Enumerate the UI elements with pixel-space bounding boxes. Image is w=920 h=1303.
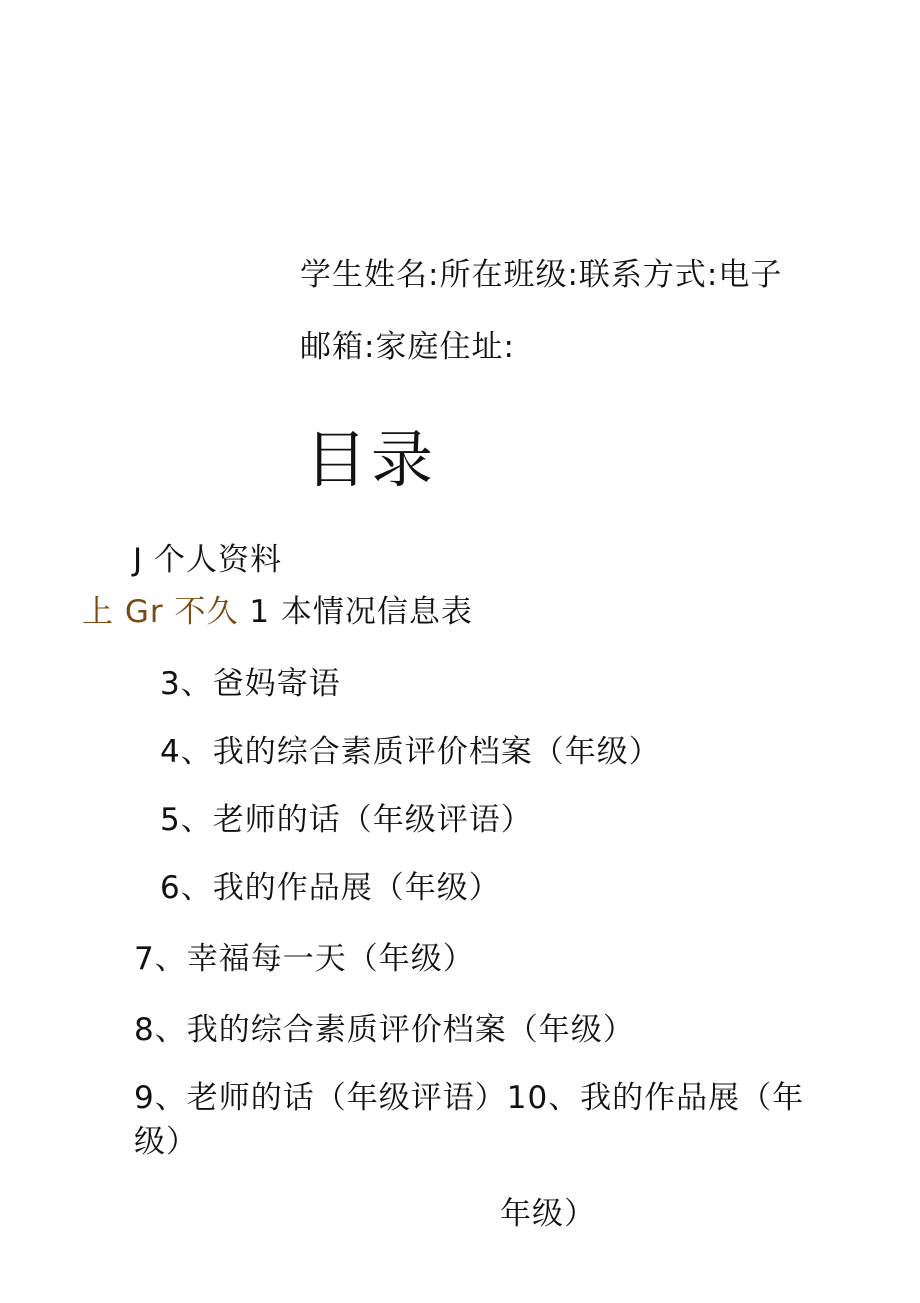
toc-title: 目录 <box>305 423 438 496</box>
toc-item-9-line-2: 级） <box>134 1124 198 1160</box>
toc-item-8: 8、我的综合素质评价档案（年级） <box>134 1012 635 1048</box>
student-info-line-1: 学生姓名:所在班级:联系方式:电子 <box>300 257 783 293</box>
toc-item-2-text: 1 本情况信息表 <box>238 594 473 630</box>
toc-item-5: 5、老师的话（年级评语） <box>160 802 533 838</box>
toc-item-9-line-1: 9、老师的话（年级评语）10、我的作品展（年 <box>134 1080 805 1116</box>
toc-item-1: J 个人资料 <box>133 542 282 578</box>
trailing-fragment: 年级） <box>500 1196 596 1232</box>
toc-item-4: 4、我的综合素质评价档案（年级） <box>160 734 661 770</box>
toc-item-7: 7、幸福每一天（年级） <box>134 941 475 977</box>
toc-item-2-prefix: 上 Gr 不久 <box>82 594 239 630</box>
toc-item-3: 3、爸妈寄语 <box>160 666 341 702</box>
toc-item-6: 6、我的作品展（年级） <box>160 870 501 906</box>
student-info-line-2: 邮箱:家庭住址: <box>300 329 515 365</box>
toc-item-2 <box>82 592 473 632</box>
